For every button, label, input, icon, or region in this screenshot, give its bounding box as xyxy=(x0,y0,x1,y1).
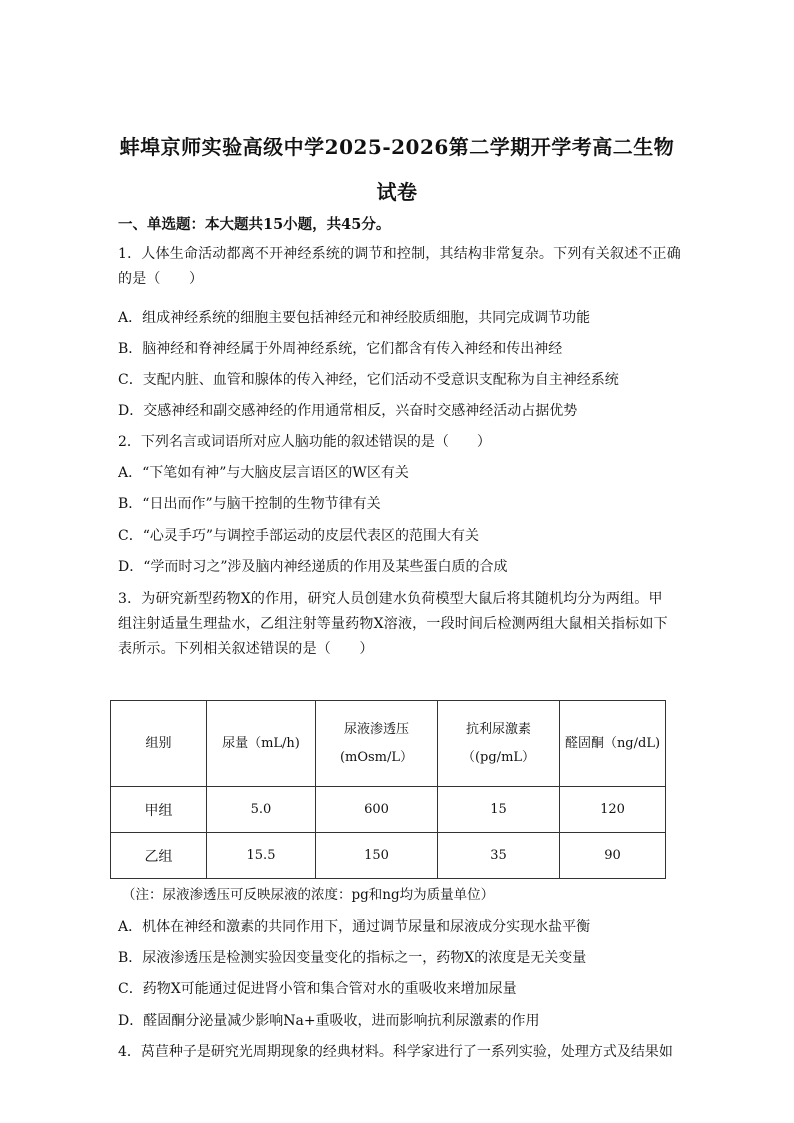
question-3-option-b: B．尿液渗透压是检测实验因变量变化的指标之一，药物X的浓度是无关变量 xyxy=(118,950,587,966)
question-2-option-b: B．“日出而作”与脑干控制的生物节律有关 xyxy=(118,496,381,512)
question-1-option-a: A．组成神经系统的细胞主要包括神经元和神经胶质细胞，共同完成调节功能 xyxy=(118,310,591,326)
header-label: 抗利尿激素 xyxy=(465,721,531,737)
table-cell: 120 xyxy=(560,787,666,833)
question-1-stem-line1: 1．人体生命活动都离不开神经系统的调节和控制，其结构非常复杂。下列有关叙述不正确 xyxy=(118,246,681,262)
table-cell: 35 xyxy=(438,833,560,879)
exam-title-line2: 试卷 xyxy=(376,180,418,204)
table-header-cell xyxy=(560,701,666,787)
question-3-stem-line3: 表所示。下列相关叙述错误的是（ ） xyxy=(118,641,374,657)
table-header-row xyxy=(111,701,666,787)
table-cell: 甲组 xyxy=(111,787,207,833)
table-cell: 5.0 xyxy=(207,787,316,833)
table-cell: 600 xyxy=(316,787,438,833)
question-3-option-a: A．机体在神经和激素的共同作用下，通过调节尿量和尿液成分实现水盐平衡 xyxy=(118,919,591,935)
question-1-option-c: C．支配内脏、血管和腺体的传入神经，它们活动不受意识支配称为自主神经系统 xyxy=(118,372,619,388)
question-3-option-d: D．醛固酮分泌量减少影响Na+重吸收，进而影响抗利尿激素的作用 xyxy=(118,1013,540,1029)
table-cell: 15 xyxy=(438,787,560,833)
question-3-stem-line2: 组注射适量生理盐水，乙组注射等量药物X溶液，一段时间后检测两组大鼠相关指标如下 xyxy=(118,616,668,632)
question-3-data-table xyxy=(110,700,666,879)
table-note: （注：尿液渗透压可反映尿液的浓度：pg和ng均为质量单位） xyxy=(122,887,495,903)
table-cell: 90 xyxy=(560,833,666,879)
question-3-option-c: C．药物X可能通过促进肾小管和集合管对水的重吸收来增加尿量 xyxy=(118,981,517,997)
question-1-option-b: B．脑神经和脊神经属于外周神经系统，它们都含有传入神经和传出神经 xyxy=(118,341,563,357)
header-unit: （(pg/mL） xyxy=(461,749,536,765)
question-1-stem xyxy=(118,242,680,292)
header-label: 尿液渗透压 xyxy=(343,721,409,737)
question-2-option-a: A．“下笔如有神”与大脑皮层言语区的W区有关 xyxy=(118,465,409,481)
table-row xyxy=(111,787,666,833)
header-unit: (mOsm/L） xyxy=(339,749,414,765)
header-label: 尿量（mL/h) xyxy=(222,735,300,751)
table-header-cell xyxy=(438,701,560,787)
exam-title-line1: 蚌埠京师实验高级中学2025-2026第二学期开学考高二生物 xyxy=(119,135,675,159)
table-header-cell xyxy=(207,701,316,787)
question-2-option-d: D．“学而时习之”涉及脑内神经递质的作用及某些蛋白质的合成 xyxy=(118,559,508,575)
table-cell: 乙组 xyxy=(111,833,207,879)
table-header-cell xyxy=(111,701,207,787)
table-cell: 15.5 xyxy=(207,833,316,879)
question-1-stem-line2: 的是（ ） xyxy=(118,271,204,287)
question-3-stem xyxy=(118,587,680,662)
question-2-option-c: C．“心灵手巧”与调控手部运动的皮层代表区的范围大有关 xyxy=(118,528,480,544)
question-2-stem: 2．下列名言或词语所对应人脑功能的叙述错误的是（ ） xyxy=(118,434,491,450)
table-cell: 150 xyxy=(316,833,438,879)
header-label: 组别 xyxy=(145,735,172,751)
question-4-stem: 4．莴苣种子是研究光周期现象的经典材料。科学家进行了一系列实验，处理方式及结果如 xyxy=(118,1044,673,1060)
table-header-cell xyxy=(316,701,438,787)
header-label: 醛固酮（ng/dL) xyxy=(564,735,661,751)
section-heading: 一、单选题：本大题共15小题，共45分。 xyxy=(118,216,391,233)
question-3-stem-line1: 3．为研究新型药物X的作用，研究人员创建水负荷模型大鼠后将其随机均分为两组。甲 xyxy=(118,591,663,607)
table-row xyxy=(111,833,666,879)
question-1-option-d: D．交感神经和副交感神经的作用通常相反，兴奋时交感神经活动占据优势 xyxy=(118,403,578,419)
